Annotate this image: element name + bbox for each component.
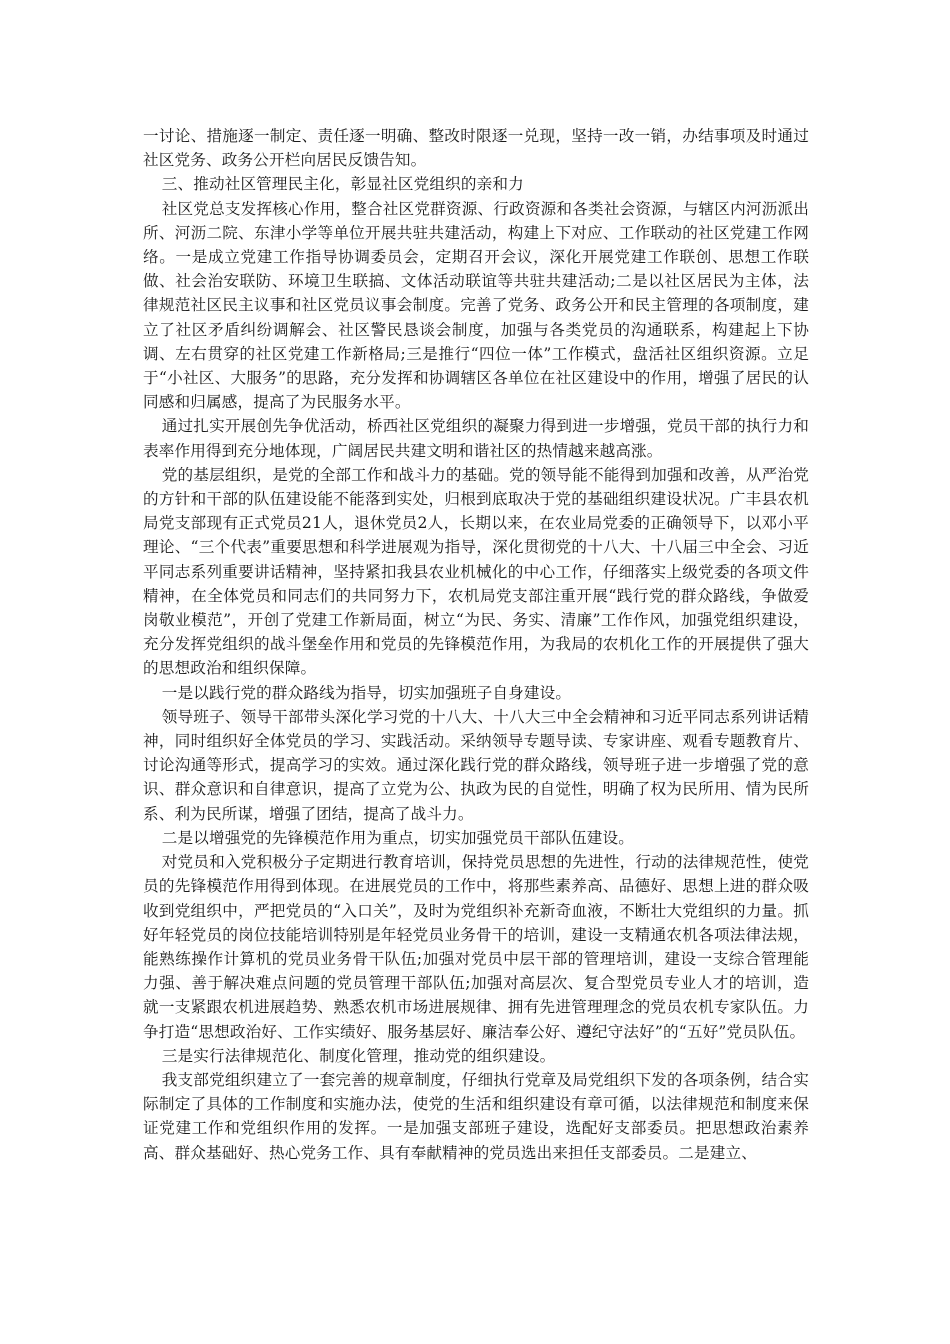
paragraph-3: 通过扎实开展创先争优活动，桥西社区党组织的凝聚力得到进一步增强，党员干部的执行力和表率作用得到充分地体现，广阔居民共建文明和谐社区的热情越来越高涨。 [143, 417, 809, 460]
paragraph-6: 对党员和入党积极分子定期进行教育培训，保持党员思想的先进性，行动的法律规范性，使党员的先锋模范作用得到体现。在进展党员的工作中，将那些素养高、品德好、思想上进的群众吸收到党组织中，严把党员的“入口关”，及时为党组织补充新奇血液，不断壮大党组织的力量。抓好年轻党员的岗位技能培训特别是年轻党员业务骨干的培训，建设一支精通农机各项法律法规，能熟练操作计算机的党员业务骨干队伍;加强对党员中层干部的管理培训，建设一支综合管理能力强、善于解决难点问题的党员管理干部队伍;加强对高层次、复合型党员专业人才的培训，造就一支紧跟农机进展趋势、熟悉农机市场进展规律、拥有先进管理理念的党员农机专家队伍。力争打造“思想政治好、工作实绩好、服务基层好、廉洁奉公好、遵纪守法好”的“五好”党员队伍。 [143, 853, 809, 1041]
document-body [143, 124, 809, 1165]
subheading-3: 三是实行法律规范化、制度化管理，推动党的组织建设。 [161, 1046, 556, 1065]
section-heading-3: 三、推动社区管理民主化，彰显社区党组织的亲和力 [161, 175, 524, 194]
paragraph-4: 党的基层组织，是党的全部工作和战斗力的基础。党的领导能不能得到加强和改善，从严治党的方针和干部的队伍建设能不能落到实处，归根到底取决于党的基础组织建设状况。广丰县农机局党支部现有正式党员21人，退休党员2人，长期以来，在农业局党委的正确领导下，以邓小平理论、“三个代表”重要思想和科学进展观为指导，深化贯彻党的十八大、十八届三中全会、习近平同志系列重要讲话精神，坚持紧扣我县农业机械化的中心工作，仔细落实上级党委的各项文件精神，在全体党员和同志们的共同努力下，农机局党支部注重开展“践行党的群众路线，争做爱岗敬业模范”，开创了党建工作新局面，树立“为民、务实、清廉”工作作风，加强党组织建设，充分发挥党组织的战斗堡垒作用和党员的先锋模范作用，为我局的农机化工作的开展提供了强大的思想政治和组织保障。 [143, 465, 809, 678]
paragraph-2: 社区党总支发挥核心作用，整合社区党群资源、行政资源和各类社会资源，与辖区内河沥派出所、河沥二院、东津小学等单位开展共驻共建活动，构建上下对应、工作联动的社区党建工作网络。一是成立党建工作指导协调委员会，定期召开会议，深化开展党建工作联创、思想工作联做、社会治安联防、环境卫生联搞、文体活动联谊等共驻共建活动;二是以社区居民为主体，法律规范社区民主议事和社区党员议事会制度。完善了党务、政务公开和民主管理的各项制度，建立了社区矛盾纠纷调解会、社区警民恳谈会制度，加强与各类党员的沟通联系，构建起上下协调、左右贯穿的社区党建工作新格局;三是推行“四位一体”工作模式，盘活社区组织资源。立足于“小社区、大服务”的思路，充分发挥和协调辖区各单位在社区建设中的作用，增强了居民的认同感和归属感，提高了为民服务水平。 [143, 199, 809, 412]
paragraph-1: 一讨论、措施逐一制定、责任逐一明确、整改时限逐一兑现，坚持一改一销，办结事项及时通过社区党务、政务公开栏向居民反馈告知。 [143, 127, 809, 170]
subheading-1: 一是以践行党的群众路线为指导，切实加强班子自身建设。 [161, 683, 572, 702]
paragraph-7: 我支部党组织建立了一套完善的规章制度，仔细执行党章及局党组织下发的各项条例，结合实际制定了具体的工作制度和实施办法，使党的生活和组织建设有章可循，以法律规范和制度来保证党建工作和党组织作用的发挥。一是加强支部班子建设，选配好支部委员。把思想政治素养高、群众基础好、热心党务工作、具有奉献精神的党员选出来担任支部委员。二是建立、 [143, 1070, 809, 1162]
paragraph-5: 领导班子、领导干部带头深化学习党的十八大、十八大三中全会精神和习近平同志系列讲话精神，同时组织好全体党员的学习、实践活动。采纳领导专题导读、专家讲座、观看专题教育片、讨论沟通等形式，提高学习的实效。通过深化践行党的群众路线，领导班子进一步增强了党的意识、群众意识和自律意识，提高了立党为公、执政为民的自觉性，明确了权为民所用、情为民所系、利为民所谋，增强了团结，提高了战斗力。 [143, 707, 809, 823]
subheading-2: 二是以增强党的先锋模范作用为重点，切实加强党员干部队伍建设。 [161, 828, 635, 847]
